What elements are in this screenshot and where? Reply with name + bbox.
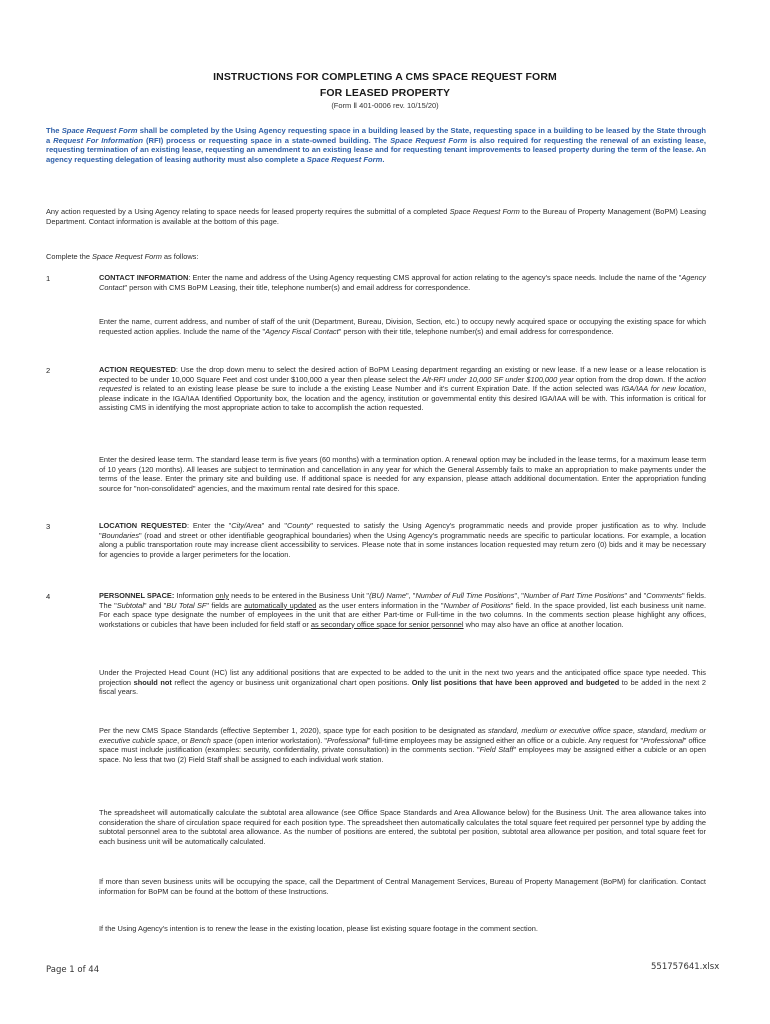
section-3-heading: LOCATION REQUESTED [99,521,187,530]
page-number: Page 1 of 44 [46,965,100,975]
file-name: 551757641.xlsx [651,962,720,972]
section-3-paragraph-1: LOCATION REQUESTED: Enter the "City/Area" and "County" requested to satisfy the Using Agency's programmatic needs and provide proper justification as to why. Include "Boundaries" (road and street or other identifiable geographical boundaries) when the Using Agency's programmatic needs are specific to particular locations. For example, a location along a public transportation route may increase client accessibility to services. Please note that in some instances location requested may return zero (0) bids and it may be necessary for agencies to provide a larger perimeters for the location. [99,521,707,559]
section-2-paragraph-1: ACTION REQUESTED: Use the drop down menu to select the desired action of BoPM Leasing department regarding an existing or new lease. If a new lease or a lease relocation is expected to be under 10,000 Square Feet and cost under $100,000 a year then please select the Alt-RFI under 10,000 SF under $100,000 year option from the drop down. If the action requested is related to an existing lease please be sure to include a the existing Lease Number and it's current Expiration Date. If the action selected was IGA/IAA for new location, please indicate in the IGA/IAA Identified Opportunity box, the location and the agency, institution or governmental entity this desired IGA/IAA will be with. This information is critical for assisting CMS in identifying the most appropriate action to take to accomplish the action requested. [99,365,707,412]
section-4-paragraph-5: If more than seven business units will be occupying the space, call the Department of Central Management Services, Bureau of Property Management (BoPM) for clarification. Contact information for BoPM can be found at the bottom of these Instructions. [99,877,706,896]
section-3-number: 3 [46,522,51,531]
section-4-heading: PERSONNEL SPACE: [99,591,175,600]
complete-form-intro: Complete the Space Request Form as follows: [46,252,199,261]
section-2-number: 2 [46,366,51,375]
section-2-paragraph-2: Enter the desired lease term. The standard lease term is five years (60 months) with a termination option. A renewal option may be included in the lease terms, for a maximum lease term of 10 years (120 months). All leases are subject to termination and cancellation in any year for which the General Assembly fails to make an appropriation to make payments under the terms of the lease. Enter the primary site and building use. If additional space is needed for any expansion, please attach additional documentation. Enter the appropriation funding source for "non-consolidated" agencies, and the maximum rental rate desired for this space. [99,455,706,493]
section-4-paragraph-1: PERSONNEL SPACE: Information only needs to be entered in the Business Unit "(BU) Name", "Number of Full Time Positions", "Number of Part Time Positions" and "Comments" fields. The "Subtotal" and "BU Total SF" fields are automatically updated as the user enters information in the "Number of Positions" field. In the space provided, list each business unit name. For each space type designate the number of employees in the unit that are either Part-time or Full-time in the two columns. In the comments section please highlight any offices, workstations or cubicles that have been included for field staff or as secondary office space for senior personnel who may also have an office at another location. [99,591,707,629]
document-title-line-2: FOR LEASED PROPERTY [319,87,451,99]
section-4-number: 4 [46,592,51,601]
section-4-paragraph-4: The spreadsheet will automatically calculate the subtotal area allowance (see Office Space Standards and Area Allowance below) for the Business Unit. The area allowance takes into consideration the share of circulation space required for each position type. The spreadsheet then automatically calculates the total square feet required per personnel type by adding the subtotal personnel area to the subtotal area allowance. As the number of positions are entered, the subtotal per position, subtotal area allowance per position, and total square feet for each business unit will be automatically calculated. [99,808,706,846]
document-title-line-1: INSTRUCTIONS FOR COMPLETING A CMS SPACE REQUEST FORM [213,71,557,83]
section-4-paragraph-6: If the Using Agency's intention is to renew the lease in the existing location, please list existing square footage in the comment section. [99,924,538,933]
form-number: (Form Ⅱ 401-0006 rev. 10/15/20) [331,101,439,110]
general-paragraph: Any action requested by a Using Agency relating to space needs for leased property requires the submittal of a completed Space Request Form to the Bureau of Property Management (BoPM) Leasing Department. Contact information is available at the bottom of this page. [46,207,706,226]
section-1-paragraph-1: CONTACT INFORMATION: Enter the name and address of the Using Agency requesting CMS approval for action relating to the agency's space needs. Include the name of the "Agency Contact" person with CMS BoPM Leasing, their title, telephone number(s) and email address for correspondence. [99,273,706,292]
section-4-paragraph-2: Under the Projected Head Count (HC) list any additional positions that are expected to be added to the unit in the next two years and the anticipated office space type needed. This projection should not reflect the agency or business unit organizational chart open positions. Only list positions that have been approved and budgeted to be added in the next 2 fiscal years. [99,668,706,696]
section-2-heading: ACTION REQUESTED [99,365,176,374]
section-1-paragraph-2: Enter the name, current address, and number of staff of the unit (Department, Bureau, Division, Section, etc.) to occupy newly acquired space or occupying the existing space for which requested action applies. Include the name of the "Agency Fiscal Contact" person with their title, telephone number(s) and email address for correspondence. [99,317,706,336]
section-4-paragraph-3: Per the new CMS Space Standards (effective September 1, 2020), space type for each position to be designated as standard, medium or executive office space, standard, medium or executive cubicle space, or Bench space (open interior workstation). "Professional" full-time employees may be assigned either an office or a cubicle. Any request for "Professional" office space must include justification (examples: security, confidentiality, private consultation) in the comments section. "Field Staff" employees may be assigned either a cubicle or an open space. No less that two (2) Field Staff shall be assigned to each individual work station. [99,726,706,764]
intro-paragraph: The Space Request Form shall be completed by the Using Agency requesting space in a building leased by the State, requesting space in a building to be leased by the State through a Request For Information (RFI) process or requesting space in a state-owned building. The Space Request Form is also required for requesting the renewal of an existing lease, requesting termination of an existing lease, requesting an amendment to an existing lease and for requesting tenant improvements to leased property during the term of the lease. An agency requesting delegation of leasing authority must also complete a Space Request Form. [46,126,706,164]
section-1-number: 1 [46,274,51,283]
section-1-heading: CONTACT INFORMATION [99,273,189,282]
